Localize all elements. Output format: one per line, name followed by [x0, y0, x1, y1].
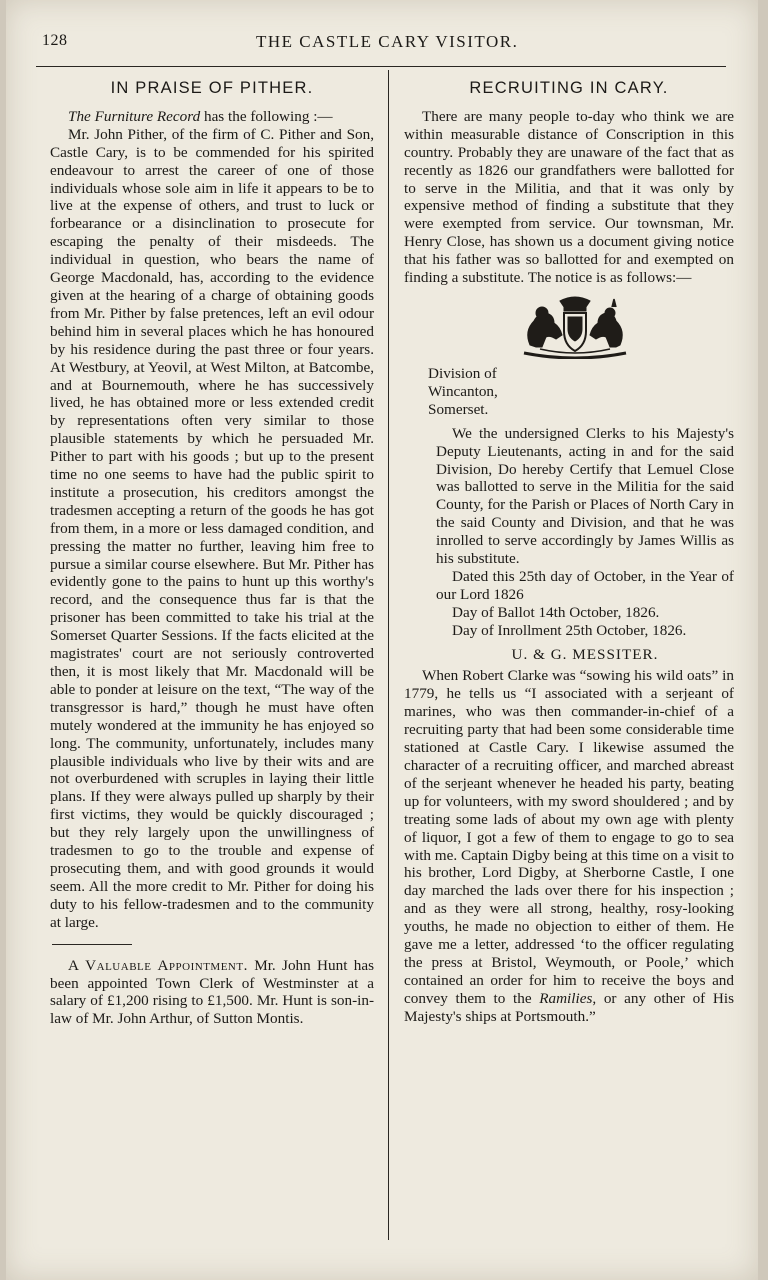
recruiting-intro: There are many people to-day who think we are within measurable distance of Conscription in this country. Probably they are unaware of the fact that as recently as 1826 our grandfathers were ballotted for to serve in the Militia, and that it was only by expensive method of finding a substitute that they were exempted from service. Our townsman, Mr. Henry Close, has shown us a document giving notice that his father was so ballotted for and exempted on finding a substitute. The notice is as follows:— — [404, 107, 734, 287]
notice-signoff: U. & G. MESSITER. — [511, 645, 659, 663]
appointment-title: A Valuable Appointment. — [68, 956, 248, 974]
clarke-story — [404, 667, 734, 1025]
article-heading-pither: IN PRAISE OF PITHER. — [110, 79, 314, 97]
running-title: THE CASTLE CARY VISITOR. — [256, 32, 519, 51]
magazine-page — [6, 0, 758, 1280]
address-line: Division of — [428, 364, 497, 382]
inrollment-day: Day of Inrollment 25th October, 1826. — [452, 621, 687, 639]
ballot-day: Day of Ballot 14th October, 1826. — [452, 603, 660, 621]
appointment-body: Mr. John Hunt has been appointed Town Clerk of Westminster at a salary of £1,200 rising to £1,500. Mr. Hunt is son-in-law of Mr. John Arthur, of Sutton Montis. — [50, 956, 374, 1028]
story-text: When Robert Clarke was “sowing his wild oats” in 1779, he tells us “I associated with a serjeant of marines, who was then commander-in-chief of a recruiting party that had been some considerable time stationed at Castle Cary. I likewise assumed the character of a recruiting officer, and marched abreast of the serjeant whenever he headed his party, beating up for volunteers, with my sword shouldered ; and by treating some lads of about my own age with plenty of liquor, I got a few of them to engage to go to sea with me. Captain Digby being at this time on a visit to his brother, Lord Digby, at Sherborne Castle, I one day marched the lads over there for his inspection ; and as they were all strong, healthy, rosy-looking youths, he made no objection to either of them. He gave me a letter, addressed ‘to the officer regulating the press at Bristol, Weymouth, or Poole,’ which contained an order for him to receive the boys and convey them to the — [404, 667, 734, 1007]
right-column — [404, 74, 734, 1026]
ship-name: Ramilies — [539, 989, 593, 1007]
division-address — [428, 365, 734, 419]
source-title: The Furniture Record — [68, 107, 201, 125]
section-rule — [52, 944, 132, 945]
notice-dated: Dated this 25th day of October, in the Year of our Lord 1826 — [436, 567, 734, 603]
intro-paragraph — [50, 108, 374, 126]
article-body-pither: Mr. John Pither, of the firm of C. Pither and Son, Castle Cary, is to be commended for his spirited endeavour to arrest the career of one of those individuals whose sole aim in life it appears to be to live at the expense of others, and trust to luck or forbearance or a disinclination to prosecute for escaping the penalty of their misdeeds. The individual in question, who bears the name of George Macdonald, has, according to the evidence given at the hearing of a charge of obtaining goods from Mr. Pither by false pretences, left an evil odour behind him in several places which he has honoured by his residence during the past three or four years. At Westbury, at Yeovil, at West Milton, at Batcombe, and at Bournemouth, where he has successively lived, he has obtained more or less extended credit by representations often very similar to those plausible statements by which he persuaded Mr. Pither to part with his goods ; but up to the present time no one seems to have had the public spirit to institute a prosecution, his creditors amongst the tradesmen accepting a return of the goods he has got from them, in a more or less damaged condition, and pressing the matter no further, leaving him free to pursue a similar course elsewhere. But Mr. Pither has evidently gone to the pains to hunt up this worthy's record, and the consequence thus far is that the prisoner has been committed to take his trial at the Somerset Quarter Sessions. If the facts elicited at the magistrates' court are not seriously controverted then, it is most likely that Mr. Macdonald will be able to ponder at leisure on the text, “The way of the transgressor is hard,” though he must have often mutely wondered at the immunity he has enjoyed so long. The community, unfortunately, includes many plausible individuals who live by their wits and are not overburdened with scruples in laying their little plans. If they were always pulled up sharply by their first victims, they would be quickly discouraged ; but they rely largely upon the unwillingness of tradesmen to go to the trouble and expense of prosecuting them, and with good grounds it would seem. All the more credit to Mr. Pither for doing his duty to his fellow-tradesmen and to the community at large. — [50, 125, 374, 931]
header-rule — [36, 66, 726, 67]
appointment-paragraph — [50, 957, 374, 1029]
page-header — [6, 30, 758, 56]
column-divider — [388, 70, 389, 1240]
notice-body: We the undersigned Clerks to his Majesty's Deputy Lieutenants, acting in and for the said Division, Do hereby Certify that Lemuel Close was ballotted to serve in the Militia for the said County, for the Parish or Places of North Cary in the said County and Division, and that he was inrolled to serve accordingly by James Willis as his substitute. — [436, 424, 734, 568]
address-line: Somerset. — [428, 400, 489, 418]
story-end: , or any other of His Majesty's ships at Portsmouth.” — [404, 989, 734, 1025]
intro-rest: has the following :— — [200, 107, 333, 125]
militia-notice — [436, 425, 734, 664]
page-number: 128 — [42, 32, 68, 49]
address-line: Wincanton, — [428, 382, 498, 400]
royal-coat-of-arms-icon — [500, 295, 650, 359]
article-heading-recruiting: RECRUITING IN CARY. — [469, 79, 669, 97]
left-column — [50, 74, 374, 1028]
